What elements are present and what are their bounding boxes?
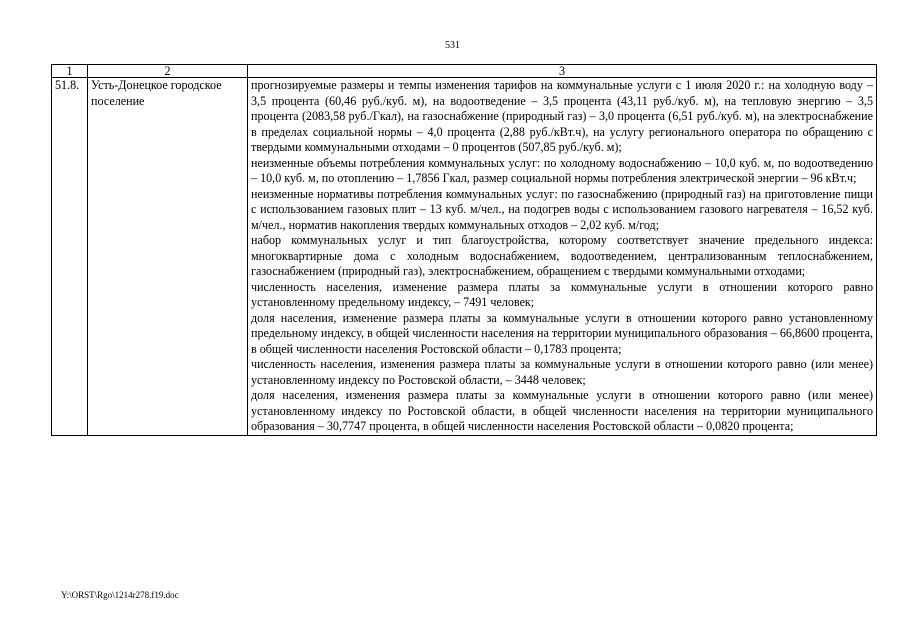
table-row [52,78,877,436]
paragraph-tariffs: прогнозируемые размеры и темпы изменения тарифов на коммунальные услуги с 1 июля 2020 г.: на холодную воду – 3,5 процента (60,46 руб./куб. м), на водоотведение – 3,5 процента (43,11 руб./куб. м), на тепловую энергию – 3,5 процента (2083,58 руб./Гкал), на газоснабжение (природный газ) – 3,0 процента (6,51 руб./куб. м), на электроснабжение в пределах социальной нормы – 4,0 процента (2,88 руб./кВт.ч), на услугу регионального оператора по обращению с твердыми коммунальными отходами – 0 процентов (507,85 руб./куб. м); [251,78,873,154]
table-header-row [52,65,877,78]
column-header-3: 3 [248,65,877,78]
column-header-1: 1 [52,65,88,78]
paragraph-population-share: доля населения, изменение размера платы за коммунальные услуги в отношении которого равно установленному предельному индексу, в общей численности населения на территории муниципального образования – 66,8600 процента, в общей численности населения Ростовской области – 0,1783 процента; [251,310,873,356]
tariff-table [51,64,877,436]
paragraph-norms: неизменные нормативы потребления коммунальных услуг: по газоснабжению (природный газ) на приготовление пищи с использованием газовых плит – 13 куб. м/чел., на подогрев воды с использованием газового нагревателя – 16,52 куб. м/чел., норматив накопления твердых коммунальных отходов – 2,02 куб. м/год; [251,186,873,232]
page-number: 531 [445,40,460,51]
document-path-footer: Y:\ORST\Rgo\1214r278.f19.doc [61,590,179,600]
settlement-name: Усть-Донецкое городское поселение [88,78,248,436]
row-number: 51.8. [52,78,88,436]
paragraph-service-set: набор коммунальных услуг и тип благоустройства, которому соответствует значение предельного индекса: многоквартирные дома с холодным водоснабжением, водоотведением, централизованным теплоснабжением, газоснабжением (природный газ), электроснабжением, обращением с твердыми коммунальными отходами; [251,233,873,278]
paragraph-population-count: численность населения, изменение размера платы за коммунальные услуги в отношении которого равно установленному предельному индексу, – 7491 человек; [251,279,873,309]
paragraph-population-count-regional: численность населения, изменения размера платы за коммунальные услуги в отношении которого равно (или менее) установленному индексу по Ростовской области, – 3448 человек; [251,357,873,387]
column-header-2: 2 [88,65,248,78]
indicators-cell [248,78,877,436]
paragraph-population-share-regional: доля населения, изменения размера платы за коммунальные услуги в отношении которого равно (или менее) установленному индексу по Ростовской области, в общей численности населения на территории муниципального образования – 30,7747 процента, в общей численности населения Ростовской области – 0,0820 процента; [251,388,873,433]
paragraph-volumes: неизменные объемы потребления коммунальных услуг: по холодному водоснабжению – 10,0 куб. м, по водоотведению – 10,0 куб. м, по отоплению – 1,7856 Гкал, размер социальной нормы потребления электрической энергии – 96 кВт.ч; [251,155,873,185]
